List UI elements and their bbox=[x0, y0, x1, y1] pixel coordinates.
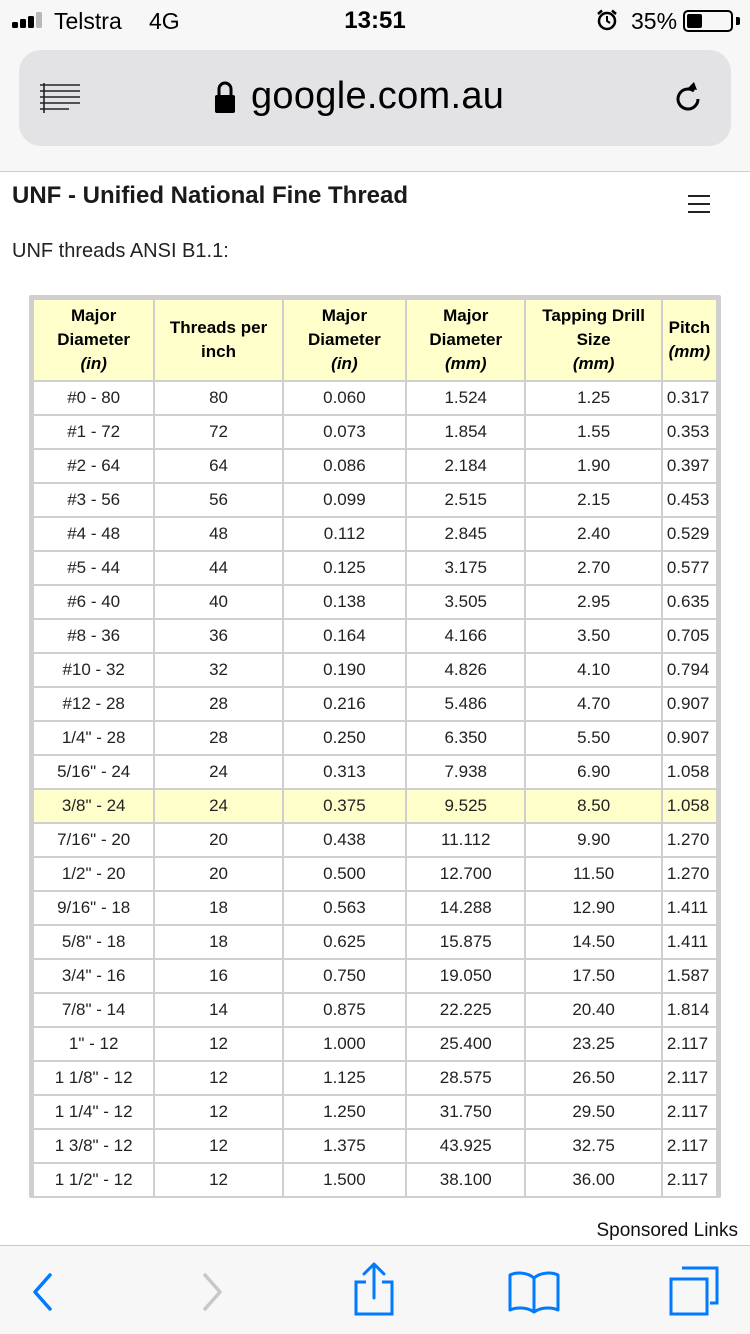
table-cell: 0.086 bbox=[284, 450, 405, 482]
lock-icon bbox=[214, 80, 236, 114]
table-cell: 3/8" - 24 bbox=[34, 790, 153, 822]
column-header: Threads per inch bbox=[155, 300, 281, 380]
table-row bbox=[34, 1028, 716, 1060]
table-cell: 19.050 bbox=[407, 960, 524, 992]
table-cell: 28 bbox=[155, 722, 281, 754]
table-cell: 1.25 bbox=[526, 382, 660, 414]
table-row bbox=[34, 382, 716, 414]
table-cell: 1.125 bbox=[284, 1062, 405, 1094]
table-cell: 1.000 bbox=[284, 1028, 405, 1060]
table-cell: 0.750 bbox=[284, 960, 405, 992]
table-row bbox=[34, 1096, 716, 1128]
table-row bbox=[34, 858, 716, 890]
table-cell: 5/16" - 24 bbox=[34, 756, 153, 788]
table-cell: 0.625 bbox=[284, 926, 405, 958]
table-cell: 0.529 bbox=[663, 518, 716, 550]
table-row bbox=[34, 416, 716, 448]
table-cell: 0.705 bbox=[663, 620, 716, 652]
table-cell: #10 - 32 bbox=[34, 654, 153, 686]
table-cell: 11.50 bbox=[526, 858, 660, 890]
table-cell: 12.90 bbox=[526, 892, 660, 924]
table-cell: 1.058 bbox=[663, 756, 716, 788]
table-cell: 3.50 bbox=[526, 620, 660, 652]
share-icon[interactable] bbox=[352, 1262, 396, 1316]
table-cell: 0.563 bbox=[284, 892, 405, 924]
table-cell: 1.500 bbox=[284, 1164, 405, 1196]
browser-header bbox=[0, 40, 750, 172]
table-cell: 72 bbox=[155, 416, 281, 448]
table-cell: 0.453 bbox=[663, 484, 716, 516]
table-cell: 1.90 bbox=[526, 450, 660, 482]
column-header: Major Diameter (in) bbox=[34, 300, 153, 380]
table-cell: #2 - 64 bbox=[34, 450, 153, 482]
table-cell: 0.794 bbox=[663, 654, 716, 686]
table-cell: 5/8" - 18 bbox=[34, 926, 153, 958]
page-title: UNF - Unified National Fine Thread bbox=[12, 182, 409, 209]
table-cell: 24 bbox=[155, 756, 281, 788]
status-time: 13:51 bbox=[344, 7, 406, 34]
table-cell: 29.50 bbox=[526, 1096, 660, 1128]
table-cell: 1.814 bbox=[663, 994, 716, 1026]
table-row bbox=[34, 518, 716, 550]
table-cell: 28.575 bbox=[407, 1062, 524, 1094]
table-cell: 14 bbox=[155, 994, 281, 1026]
table-cell: 2.70 bbox=[526, 552, 660, 584]
table-cell: 0.875 bbox=[284, 994, 405, 1026]
table-cell: 7.938 bbox=[407, 756, 524, 788]
table-cell: 56 bbox=[155, 484, 281, 516]
table-cell: 0.112 bbox=[284, 518, 405, 550]
table-cell: 0.907 bbox=[663, 722, 716, 754]
table-cell: 0.216 bbox=[284, 688, 405, 720]
table-cell: 2.117 bbox=[663, 1096, 716, 1128]
table-cell: 11.112 bbox=[407, 824, 524, 856]
table-cell: 1 1/2" - 12 bbox=[34, 1164, 153, 1196]
table-cell: 24 bbox=[155, 790, 281, 822]
table-cell: 18 bbox=[155, 892, 281, 924]
table-cell: 4.70 bbox=[526, 688, 660, 720]
table-cell: 20 bbox=[155, 858, 281, 890]
table-cell: 12 bbox=[155, 1028, 281, 1060]
table-cell: 1.55 bbox=[526, 416, 660, 448]
table-row bbox=[34, 484, 716, 516]
table-cell: 3.175 bbox=[407, 552, 524, 584]
table-cell: 23.25 bbox=[526, 1028, 660, 1060]
table-row bbox=[34, 756, 716, 788]
table-body bbox=[34, 382, 716, 1196]
table-cell: 0.125 bbox=[284, 552, 405, 584]
table-row bbox=[34, 892, 716, 924]
table-cell: #5 - 44 bbox=[34, 552, 153, 584]
reload-icon[interactable] bbox=[671, 82, 705, 116]
table-cell: 80 bbox=[155, 382, 281, 414]
table-cell: 1.854 bbox=[407, 416, 524, 448]
column-header: Tapping Drill Size (mm) bbox=[526, 300, 660, 380]
hamburger-menu-icon[interactable] bbox=[688, 195, 710, 213]
table-cell: 0.500 bbox=[284, 858, 405, 890]
table-cell: 1 1/8" - 12 bbox=[34, 1062, 153, 1094]
status-bar bbox=[0, 0, 750, 40]
table-cell: 0.375 bbox=[284, 790, 405, 822]
table-cell: 0.164 bbox=[284, 620, 405, 652]
table-row bbox=[34, 1062, 716, 1094]
table-cell: 5.486 bbox=[407, 688, 524, 720]
table-cell: 5.50 bbox=[526, 722, 660, 754]
table-cell: 22.225 bbox=[407, 994, 524, 1026]
table-cell: 1.375 bbox=[284, 1130, 405, 1162]
table-cell: 9/16" - 18 bbox=[34, 892, 153, 924]
table-cell: 1 3/8" - 12 bbox=[34, 1130, 153, 1162]
table-cell: 4.826 bbox=[407, 654, 524, 686]
table-cell: 1.411 bbox=[663, 892, 716, 924]
table-cell: 2.117 bbox=[663, 1028, 716, 1060]
tabs-icon[interactable] bbox=[668, 1266, 720, 1316]
table-cell: 0.317 bbox=[663, 382, 716, 414]
table-row bbox=[34, 450, 716, 482]
table-cell: 40 bbox=[155, 586, 281, 618]
thread-table-container bbox=[29, 295, 721, 1198]
table-row bbox=[34, 722, 716, 754]
table-row bbox=[34, 620, 716, 652]
table-cell: 0.438 bbox=[284, 824, 405, 856]
table-cell: 8.50 bbox=[526, 790, 660, 822]
table-cell: 1.270 bbox=[663, 824, 716, 856]
table-cell: 12 bbox=[155, 1062, 281, 1094]
table-cell: 25.400 bbox=[407, 1028, 524, 1060]
battery-cap bbox=[736, 17, 740, 25]
back-icon[interactable] bbox=[30, 1272, 56, 1312]
table-cell: #1 - 72 bbox=[34, 416, 153, 448]
table-cell: 36.00 bbox=[526, 1164, 660, 1196]
table-cell: 2.117 bbox=[663, 1164, 716, 1196]
table-cell: 12 bbox=[155, 1164, 281, 1196]
table-row bbox=[34, 1130, 716, 1162]
table-row bbox=[34, 688, 716, 720]
table-cell: 2.40 bbox=[526, 518, 660, 550]
bookmarks-icon[interactable] bbox=[508, 1270, 560, 1314]
table-cell: 7/8" - 14 bbox=[34, 994, 153, 1026]
table-cell: #8 - 36 bbox=[34, 620, 153, 652]
table-row bbox=[34, 1164, 716, 1196]
table-cell: 0.577 bbox=[663, 552, 716, 584]
url-text[interactable]: google.com.au bbox=[251, 75, 505, 117]
table-cell: 15.875 bbox=[407, 926, 524, 958]
table-cell: 1.411 bbox=[663, 926, 716, 958]
table-cell: 0.250 bbox=[284, 722, 405, 754]
table-cell: 9.525 bbox=[407, 790, 524, 822]
table-row bbox=[34, 586, 716, 618]
table-cell: 9.90 bbox=[526, 824, 660, 856]
table-row bbox=[34, 994, 716, 1026]
table-cell: 17.50 bbox=[526, 960, 660, 992]
table-cell: 4.10 bbox=[526, 654, 660, 686]
table-cell: 2.515 bbox=[407, 484, 524, 516]
table-cell: 0.353 bbox=[663, 416, 716, 448]
table-cell: 0.907 bbox=[663, 688, 716, 720]
table-row bbox=[34, 790, 716, 822]
table-cell: #3 - 56 bbox=[34, 484, 153, 516]
table-cell: #12 - 28 bbox=[34, 688, 153, 720]
table-cell: 1/4" - 28 bbox=[34, 722, 153, 754]
table-cell: 38.100 bbox=[407, 1164, 524, 1196]
page-subtitle: UNF threads ANSI B1.1: bbox=[12, 240, 229, 262]
table-cell: 12.700 bbox=[407, 858, 524, 890]
table-cell: 2.845 bbox=[407, 518, 524, 550]
table-cell: 0.397 bbox=[663, 450, 716, 482]
table-cell: 1.270 bbox=[663, 858, 716, 890]
table-cell: 2.117 bbox=[663, 1130, 716, 1162]
table-cell: 0.190 bbox=[284, 654, 405, 686]
column-header: Major Diameter (mm) bbox=[407, 300, 524, 380]
table-cell: 31.750 bbox=[407, 1096, 524, 1128]
table-cell: 1.250 bbox=[284, 1096, 405, 1128]
table-cell: #0 - 80 bbox=[34, 382, 153, 414]
sponsored-links-label: Sponsored Links bbox=[596, 1220, 738, 1241]
table-cell: #4 - 48 bbox=[34, 518, 153, 550]
battery-icon bbox=[683, 10, 733, 32]
table-cell: 2.184 bbox=[407, 450, 524, 482]
table-cell: 1/2" - 20 bbox=[34, 858, 153, 890]
battery-percentage: 35% bbox=[631, 8, 678, 34]
table-cell: 1.058 bbox=[663, 790, 716, 822]
table-cell: 43.925 bbox=[407, 1130, 524, 1162]
table-cell: 44 bbox=[155, 552, 281, 584]
table-cell: 3/4" - 16 bbox=[34, 960, 153, 992]
table-cell: 2.15 bbox=[526, 484, 660, 516]
table-header-row bbox=[34, 300, 716, 380]
table-cell: 20 bbox=[155, 824, 281, 856]
table-cell: 32 bbox=[155, 654, 281, 686]
table-cell: 20.40 bbox=[526, 994, 660, 1026]
table-cell: 12 bbox=[155, 1096, 281, 1128]
table-cell: 6.350 bbox=[407, 722, 524, 754]
table-cell: 0.099 bbox=[284, 484, 405, 516]
table-row bbox=[34, 654, 716, 686]
carrier-name: Telstra bbox=[54, 8, 122, 34]
table-cell: 26.50 bbox=[526, 1062, 660, 1094]
table-cell: 4.166 bbox=[407, 620, 524, 652]
reader-view-icon[interactable] bbox=[39, 83, 81, 113]
address-bar[interactable] bbox=[19, 50, 731, 146]
forward-icon[interactable] bbox=[199, 1272, 225, 1312]
table-cell: 1.587 bbox=[663, 960, 716, 992]
table-cell: 32.75 bbox=[526, 1130, 660, 1162]
table-cell: 2.95 bbox=[526, 586, 660, 618]
table-cell: 64 bbox=[155, 450, 281, 482]
browser-toolbar bbox=[0, 1245, 750, 1334]
table-cell: 0.073 bbox=[284, 416, 405, 448]
table-cell: 0.060 bbox=[284, 382, 405, 414]
table-cell: 1 1/4" - 12 bbox=[34, 1096, 153, 1128]
table-cell: 48 bbox=[155, 518, 281, 550]
table-cell: 0.635 bbox=[663, 586, 716, 618]
table-cell: 1" - 12 bbox=[34, 1028, 153, 1060]
table-row bbox=[34, 960, 716, 992]
table-cell: 0.313 bbox=[284, 756, 405, 788]
table-cell: 18 bbox=[155, 926, 281, 958]
table-cell: 14.50 bbox=[526, 926, 660, 958]
table-row bbox=[34, 824, 716, 856]
table-cell: 12 bbox=[155, 1130, 281, 1162]
table-cell: 28 bbox=[155, 688, 281, 720]
table-cell: 7/16" - 20 bbox=[34, 824, 153, 856]
thread-table bbox=[32, 298, 718, 1198]
table-cell: 16 bbox=[155, 960, 281, 992]
column-header: Major Diameter (in) bbox=[284, 300, 405, 380]
battery-level-fill bbox=[687, 14, 702, 28]
table-cell: 0.138 bbox=[284, 586, 405, 618]
table-cell: 14.288 bbox=[407, 892, 524, 924]
table-cell: 3.505 bbox=[407, 586, 524, 618]
column-header: Pitch (mm) bbox=[663, 300, 716, 380]
table-cell: 1.524 bbox=[407, 382, 524, 414]
table-row bbox=[34, 926, 716, 958]
table-cell: 6.90 bbox=[526, 756, 660, 788]
alarm-clock-icon bbox=[596, 9, 618, 31]
table-cell: 36 bbox=[155, 620, 281, 652]
table-cell: #6 - 40 bbox=[34, 586, 153, 618]
table-row bbox=[34, 552, 716, 584]
table-cell: 2.117 bbox=[663, 1062, 716, 1094]
network-type: 4G bbox=[149, 8, 180, 34]
